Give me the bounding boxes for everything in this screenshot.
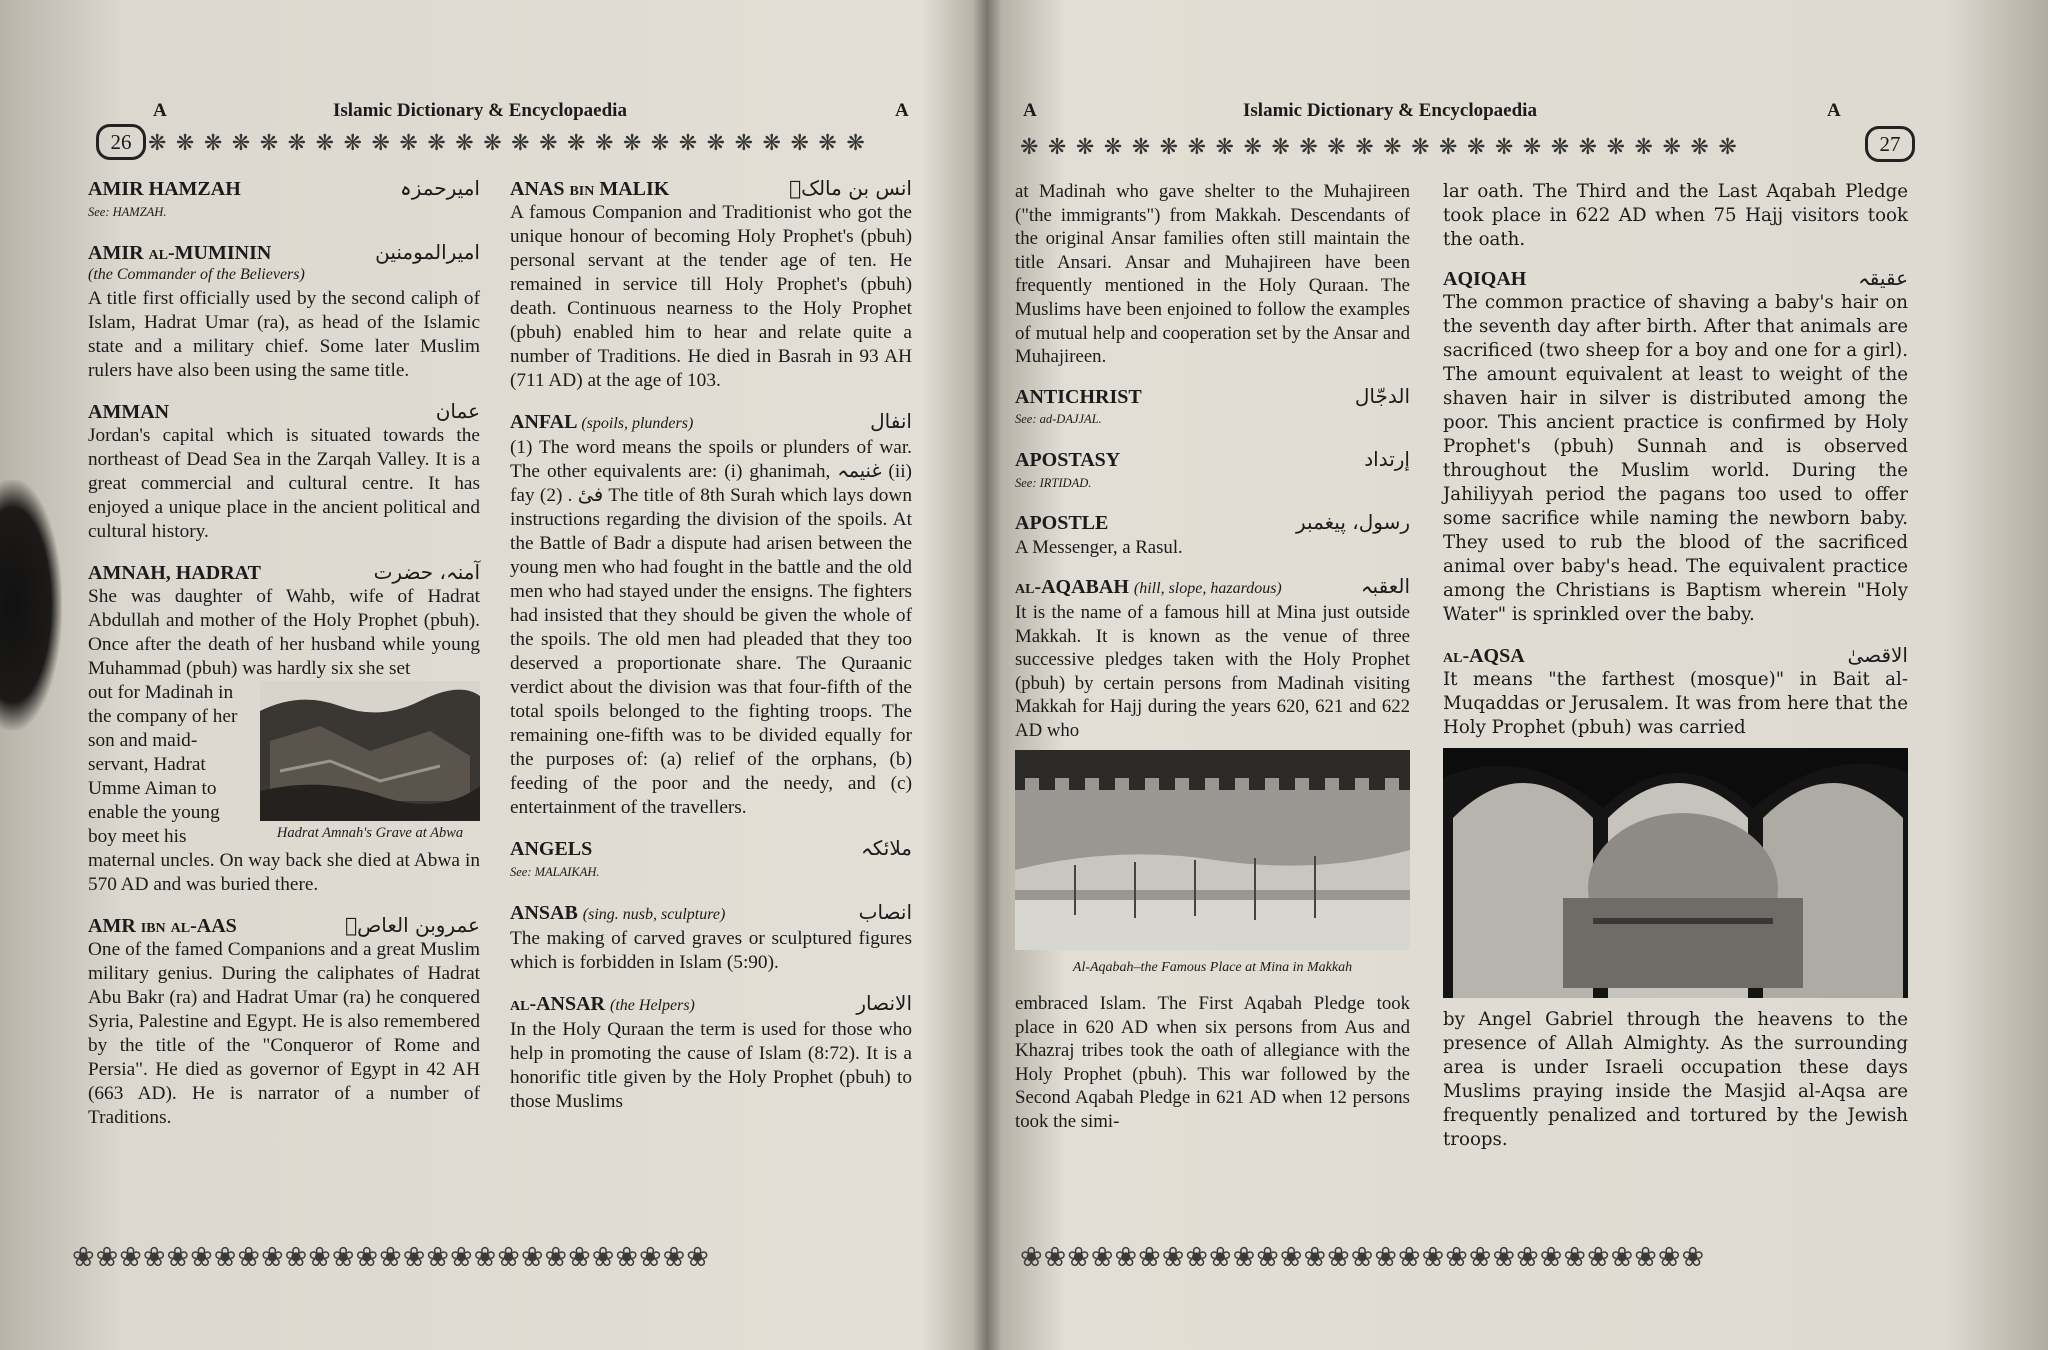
term: AQIQAH bbox=[1443, 268, 1527, 290]
arabic-term: العقبہ bbox=[1360, 574, 1410, 599]
aqabah-continued: lar oath. The Third and the Last Aqabah Pledge took place in 622 AD when 75 Hajj visitors took the oath. bbox=[1443, 181, 1908, 250]
term: AMIR HAMZAH bbox=[88, 178, 241, 200]
definition: In the Holy Quraan the term is used for those who help in promoting the cause of Islam (8:72). It is a honorific title given by the Holy Prophet (pbuh) to those Muslims bbox=[510, 1019, 912, 1112]
entry-amman bbox=[88, 399, 480, 544]
page-number: 26 bbox=[96, 124, 146, 160]
subtitle: (the Commander of the Believers) bbox=[88, 266, 305, 283]
definition-wrap: out for Madinah in the company of her son and maid-servant, Hadrat Umme Aiman to enable the young boy meet his bbox=[88, 682, 238, 847]
star-ornament-row: ❋ ❋ ❋ ❋ ❋ ❋ ❋ ❋ ❋ ❋ ❋ ❋ ❋ ❋ ❋ ❋ ❋ ❋ ❋ ❋ ❋ ❋ ❋ ❋ ❋ ❋ bbox=[148, 130, 867, 155]
arabic-term: انفال bbox=[870, 409, 912, 433]
definition: It is the name of a famous hill at Mina just outside Makkah. It is known as the venue of three successive pledges taken with the Holy Prophet (pbuh) by certain persons from Madinah visiting Makkah for Hajj during the years 620, 621 and 622 AD who bbox=[1015, 601, 1410, 741]
term: ANTICHRIST bbox=[1015, 385, 1142, 408]
definition: The making of carved graves or sculptured figures which is forbidden in Islam (5:90). bbox=[510, 928, 912, 973]
header-letter-left: A bbox=[153, 100, 167, 121]
arabic-term: الانصار bbox=[856, 991, 912, 1015]
definition: Jordan's capital which is situated towards the northeast of Dead Sea in the Zarqah Valley. It is a great commercial and cultural centre. It has enjoyed a unique place in the ancient political and cultural history. bbox=[88, 425, 480, 542]
definition: A title first officially used by the second caliph of Islam, Hadrat Umar (ra), as head of the Islamic state and a military chief. Some later Muslim rulers have also been using the same title. bbox=[88, 288, 480, 381]
definition: It means "the farthest (mosque)" in Bait al-Muqaddas or Jerusalem. It was from here that the Holy Prophet (pbuh) was carried bbox=[1443, 669, 1908, 738]
aqabah-caption: Al-Aqabah–the Famous Place at Mina in Makkah bbox=[1072, 960, 1353, 976]
term: ANFAL bbox=[510, 411, 577, 433]
entry-al-aqsa bbox=[1443, 643, 1908, 1152]
definition: The common practice of shaving a baby's hair on the seventh day after birth. After that animals are sacrificed (two sheep for a boy and one for a girl). The amount equivalent at least to weight of the shaven hair in silver is distributed among the poor. This ancient practice is confirmed by Holy Prophet's (pbuh) Sunnah and is observed throughout the Muslim world. During the Jahiliyyah period the pagans too used to offer some sacrifice while naming the newborn baby. They used to rub the blood of the sacrificed animal over baby's head. The equivalent practice among the Christians is Baptism wherein "Holy Water" is sprinkled over the baby. bbox=[1443, 292, 1908, 625]
left-column-1 bbox=[88, 176, 480, 1146]
arabic-term: امیرالمومنین bbox=[375, 240, 480, 264]
right-column-2 bbox=[1443, 180, 1908, 1168]
running-title: Islamic Dictionary & Encyclopaedia bbox=[333, 100, 627, 121]
header-letter-left: A bbox=[1023, 100, 1037, 121]
term: APOSTLE bbox=[1015, 512, 1109, 535]
definition: A famous Companion and Traditionist who got the unique honour of becoming Holy Prophet's (pbuh) personal servant at the tender age of ten. He remained in service till Holy Prophet's (pbuh) death. Continuous nearness to the Holy Prophet (pbuh) enabled him to hear and relate quite a number of Traditions. He died in Basrah in 93 AH (711 AD) at the age of 103. bbox=[510, 202, 912, 391]
aqsa-photo-art bbox=[1443, 748, 1908, 998]
term: AMNAH, HADRAT bbox=[88, 562, 261, 584]
entry-apostle bbox=[1015, 511, 1410, 559]
entry-ansab bbox=[510, 900, 912, 975]
entry-angels bbox=[510, 836, 912, 884]
arabic-term: إرتداد bbox=[1364, 446, 1410, 471]
definition-continued: embraced Islam. The First Aqabah Pledge took place in 620 AD when six persons from Aus and Khazraj tribes took the oath of allegiance with the Holy Prophet (pbuh). This war followed by the Second Aqabah Pledge in 621 AD when 12 persons took the simi- bbox=[1015, 993, 1410, 1133]
aqabah-photo-art bbox=[1015, 750, 1410, 950]
see-reference: See: IRTIDAD. bbox=[1015, 475, 1092, 490]
term: AMMAN bbox=[88, 401, 170, 423]
arabic-term: رسول، پیغمبر bbox=[1296, 510, 1410, 535]
header-letter-right: A bbox=[895, 100, 909, 121]
arabic-term: امیرحمزہ bbox=[399, 176, 480, 200]
term: APOSTASY bbox=[1015, 448, 1121, 471]
gloss: (hill, slope, hazardous) bbox=[1133, 580, 1282, 598]
see-reference: See: HAMZAH. bbox=[88, 205, 167, 219]
gloss: (sing. nusb, sculpture) bbox=[582, 906, 726, 923]
aqsa-photo bbox=[1443, 748, 1908, 998]
left-column-2 bbox=[510, 176, 912, 1130]
arabic-term: آمنہ، حضرت bbox=[373, 560, 480, 584]
definition: One of the famed Companions and a great Muslim military genius. During the caliphates of Hadrat Abu Bakr (ra) and Hadrat Umar (ra) he conquered Syria, Palestine and Egypt. He is also remembered by the title of the "Conqueror of Rome and Persia". He died as governor of Egypt in 42 AH (663 AD). He is narrator of a number of Traditions. bbox=[88, 939, 480, 1128]
right-column-1 bbox=[1015, 180, 1410, 1150]
arabic-term: الدجّال bbox=[1354, 383, 1410, 408]
entry-amr-ibn-al-aas bbox=[88, 913, 480, 1130]
right-page bbox=[985, 0, 2048, 1350]
see-reference: See: MALAIKAH. bbox=[510, 865, 600, 879]
term: ANAS bin MALIK bbox=[510, 178, 670, 200]
term: AMR ibn al-AAS bbox=[88, 915, 237, 937]
left-page bbox=[0, 0, 975, 1350]
see-reference: See: ad-DAJJAL. bbox=[1015, 412, 1102, 427]
arabic-term: عمان bbox=[435, 399, 480, 423]
entry-al-aqabah bbox=[1015, 575, 1410, 1133]
arabic-term: انصاب bbox=[858, 900, 912, 924]
term: AMIR al-MUMININ bbox=[88, 242, 272, 264]
entry-amir-hamzah bbox=[88, 176, 480, 224]
entry-antichrist bbox=[1015, 385, 1410, 432]
aqabah-photo bbox=[1015, 750, 1410, 950]
entry-al-ansar bbox=[510, 991, 912, 1114]
arabic-term: الاقصیٰ bbox=[1847, 643, 1908, 667]
page-number: 27 bbox=[1865, 126, 1915, 162]
flower-ornament-row: ❀❀❀❀❀❀❀❀❀❀❀❀❀❀❀❀❀❀❀❀❀❀❀❀❀❀❀❀❀ bbox=[1020, 1242, 1706, 1272]
term: ANGELS bbox=[510, 838, 593, 860]
term: al-AQSA bbox=[1443, 645, 1525, 667]
entry-amir-muminin bbox=[88, 240, 480, 383]
arabic-term: عقیقہ bbox=[1858, 266, 1908, 290]
grave-figure bbox=[260, 681, 480, 849]
definition: A Messenger, a Rasul. bbox=[1015, 536, 1183, 558]
arabic-term: عمروبن العاصؓ bbox=[345, 913, 480, 937]
term: ANSAB bbox=[510, 902, 578, 924]
entry-apostasy bbox=[1015, 448, 1410, 495]
definition: She was daughter of Wahb, wife of Hadrat Abdullah and mother of the Holy Prophet (pbuh). Once after the death of her husband while young Muhammad (pbuh) was hardly six she set bbox=[88, 586, 480, 679]
grave-photo-art bbox=[260, 681, 480, 821]
definition: (1) The word means the spoils or plunders of war. The other equivalents are: (i) ghanimah, غنیمہ (ii) fay فیٔ . (2) The title of 8th Surah which lays down instructions regarding the division of the spoils. At the Battle of Badr a dispute had arisen between the young men who had fought in the battle and the old men who had stayed under the ensigns. The fighters had insisted that they should be given the whole of the spoils. The old men had pleaded that they too deserved a proportionate share. The Quraanic verdict about the division was that four-fifth of the total spoils belonged to the fighting troops. The remaining one-fifth was to be divided equally for the purposes of: (a) relief of the orphans, (b) feeding of the poor and the needy, and (c) entertainment of the travellers. bbox=[510, 437, 912, 818]
entry-aqiqah bbox=[1443, 266, 1908, 627]
entry-anas-bin-malik bbox=[510, 176, 912, 393]
definition-end: maternal uncles. On way back she died at Abwa in 570 AD and was buried there. bbox=[88, 850, 480, 895]
entry-amnah bbox=[88, 560, 480, 897]
arabic-term: انس بن مالکؓ bbox=[789, 176, 912, 200]
gloss: (spoils, plunders) bbox=[581, 415, 694, 432]
term: al-AQABAH bbox=[1015, 576, 1129, 599]
header-letter-right: A bbox=[1827, 100, 1841, 121]
definition-continued: by Angel Gabriel through the heavens to the presence of Allah Almighty. As the surrounding area is under Israeli occupation these days Muslims praying inside the Masjid al-Aqsa are frequently penalized and tortured by the Jewish troops. bbox=[1443, 1009, 1908, 1150]
grave-photo bbox=[260, 681, 480, 821]
arabic-term: ملائکہ bbox=[861, 836, 912, 860]
aqabah-figure bbox=[1015, 750, 1410, 980]
term: al-ANSAR bbox=[510, 993, 606, 1015]
entry-anfal bbox=[510, 409, 912, 820]
gloss: (the Helpers) bbox=[610, 997, 695, 1014]
ansar-continued: at Madinah who gave shelter to the Muhajireen ("the immigrants") from Makkah. Descendants of the original Ansar families often still maintain the title Ansari. Ansar and Muhajireen have been frequently mentioned in the Holy Quraan. The Muslims have been enjoined to follow the examples of mutual help and cooperation set by the Ansar and Muhajireen. bbox=[1015, 181, 1410, 368]
running-title: Islamic Dictionary & Encyclopaedia bbox=[1243, 100, 1537, 121]
grave-caption: Hadrat Amnah's Grave at Abwa bbox=[276, 825, 464, 841]
flower-ornament-row: ❀❀❀❀❀❀❀❀❀❀❀❀❀❀❀❀❀❀❀❀❀❀❀❀❀❀❀ bbox=[72, 1242, 710, 1272]
star-ornament-row: ❋ ❋ ❋ ❋ ❋ ❋ ❋ ❋ ❋ ❋ ❋ ❋ ❋ ❋ ❋ ❋ ❋ ❋ ❋ ❋ ❋ ❋ ❋ ❋ ❋ ❋ bbox=[1020, 134, 1739, 159]
